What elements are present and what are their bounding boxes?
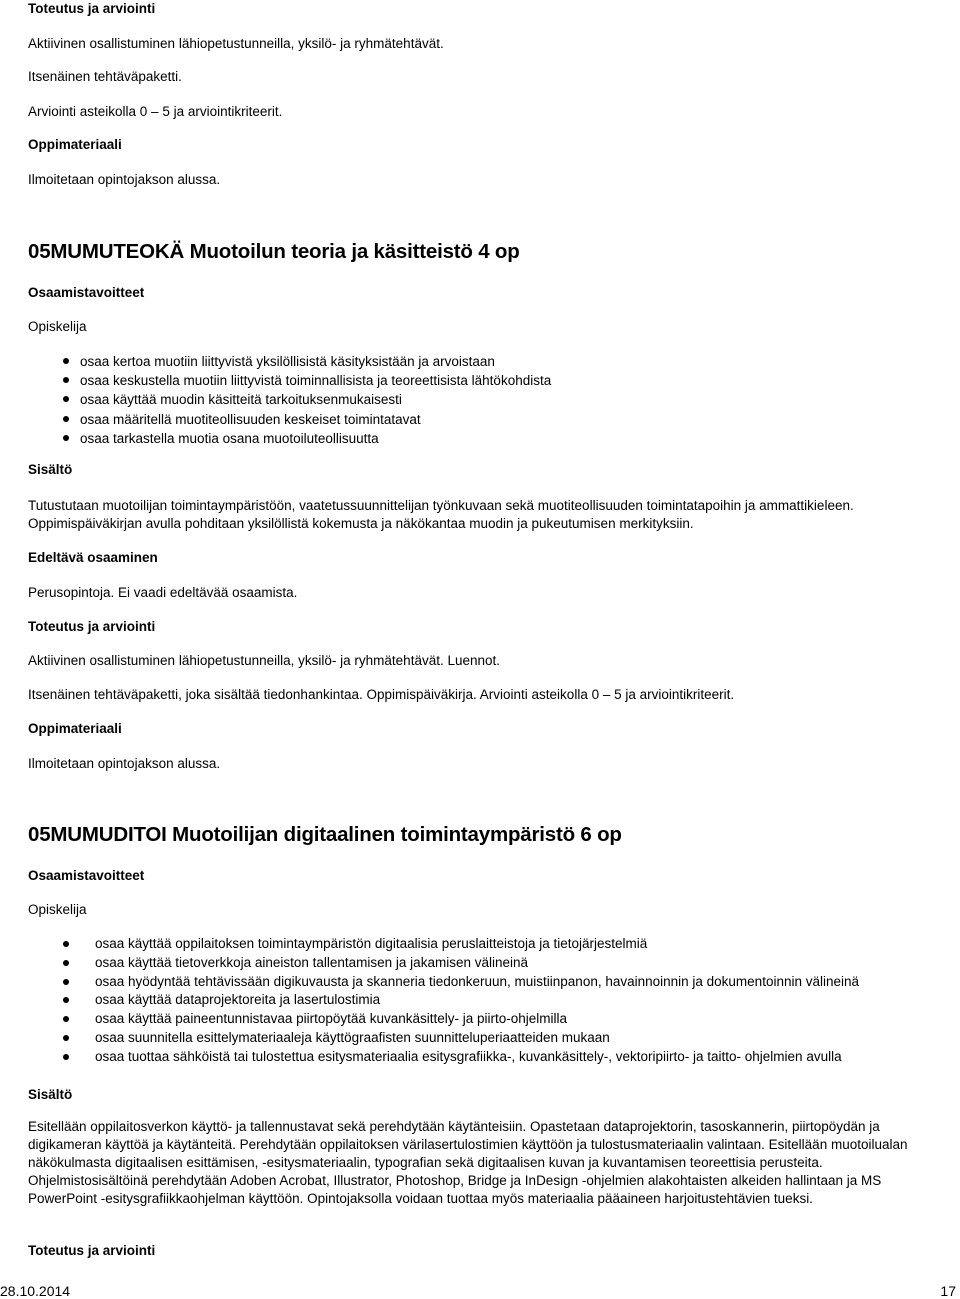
section-heading-sisalto: Sisältö (28, 462, 73, 477)
body-text-line: Ilmoitetaan opintojakson alussa. (28, 756, 221, 771)
goals-list (80, 352, 551, 448)
list-item: osaa määritellä muotiteollisuuden keskeiset toimintatavat (80, 410, 551, 429)
subheading-opiskelija: Opiskelija (28, 902, 87, 917)
page-number: 17 (940, 1283, 956, 1299)
section-heading-edeltava: Edeltävä osaaminen (28, 550, 158, 565)
section-heading-toteutus: Toteutus ja arviointi (28, 1243, 156, 1258)
list-item: osaa käyttää tietoverkkoja aineiston tallentamisen ja jakamisen välineinä (95, 954, 859, 973)
list-item: osaa tarkastella muotia osana muotoiluteollisuutta (80, 429, 551, 448)
section-heading-oppimateriaali: Oppimateriaali (28, 721, 122, 736)
list-item: osaa keskustella muotiin liittyvistä toiminnallisista ja teoreettisista lähtökohdista (80, 371, 551, 390)
sisalto-paragraph: Tutustutaan muotoilijan toimintaympäristöön, vaatetussuunnittelijan työnkuvaan sekä muotiteollisuuden toimintatapoihin ja ammattikieleen. Oppimispäiväkirjan avulla pohditaan yksilöllistä kokemusta ja näkökantaa muodin ja pukeutumisen merkityksiin. (28, 498, 854, 531)
list-item: osaa käyttää dataprojektoreita ja lasertulostimia (95, 991, 859, 1010)
body-text-line: Aktiivinen osallistuminen lähiopetustunneilla, yksilö- ja ryhmätehtävät. (28, 36, 444, 51)
body-text-line: Perusopintoja. Ei vaadi edeltävää osaamista. (28, 585, 298, 600)
list-item: osaa hyödyntää tehtävissään digikuvausta ja skanneria tiedonkeruun, muistiinpanon, havainnoinnin ja dokumentoinnin välineinä (95, 973, 859, 992)
section-heading-sisalto: Sisältö (28, 1087, 73, 1102)
list-item: osaa suunnitella esittelymateriaaleja käyttögraafisten suunnitteluperiaatteiden mukaan (95, 1029, 859, 1048)
course-title: 05MUMUTEOKÄ Muotoilun teoria ja käsitteistö 4 op (28, 240, 520, 263)
body-text-line: Ilmoitetaan opintojakson alussa. (28, 172, 221, 187)
subheading-opiskelija: Opiskelija (28, 319, 87, 334)
list-item: osaa tuottaa sähköistä tai tulostettua esitysmateriaalia esitysgrafiikka-, kuvankäsittely-, vektoripiirto- ja taitto- ohjelmien avulla (95, 1048, 859, 1067)
list-item: osaa käyttää oppilaitoksen toimintaympäristön digitaalisia peruslaitteistoja ja tietojärjestelmiä (95, 935, 859, 954)
section-heading-toteutus: Toteutus ja arviointi (28, 619, 156, 634)
section-heading-osaamistavoitteet: Osaamistavoitteet (28, 868, 145, 883)
section-heading-osaamistavoitteet: Osaamistavoitteet (28, 285, 145, 300)
list-item: osaa käyttää paineentunnistavaa piirtopöytää kuvankäsittely- ja piirto-ohjelmilla (95, 1010, 859, 1029)
goals-list (95, 935, 859, 1067)
body-text-line: Aktiivinen osallistuminen lähiopetustunneilla, yksilö- ja ryhmätehtävät. Luennot. (28, 653, 501, 668)
course-title: 05MUMUDITOI Muotoilijan digitaalinen toimintaympäristö 6 op (28, 823, 622, 846)
body-text-line: Itsenäinen tehtäväpaketti, joka sisältää tiedonhankintaa. Oppimispäiväkirja. Arviointi asteikolla 0 – 5 ja arviointikriteerit. (28, 687, 735, 702)
sisalto-paragraph: Esitellään oppilaitosverkon käyttö- ja tallennustavat sekä perehdytään käytänteisiin. Opastetaan dataprojektorin, tasoskannerin, piirtopöydän ja digikameran käyttöä ja käytänteitä. Perehdytään oppilaitoksen värilasertulostimien käyttöön ja tulostusmateriaalin valintaan. Esitellään muotoilualan näkökulmasta digitaalisen esittämisen, -esitysmateriaalin, typografian sekä digitaalisen kuvan ja kuvantamisen teoreettisia perusteita. Ohjelmistosisältöinä perehdytään Adoben Acrobat, Illustrator, Photoshop, Bridge ja InDesign -ohjelmien alakohtaisten alkeiden hallintaan ja MS PowerPoint -esitysgrafiikkaohjelman käyttöön. Opintojaksolla voidaan tuottaa myös materiaalia pääaineen harjoitustehtävien tueksi. (28, 1119, 908, 1206)
footer-date: 28.10.2014 (0, 1283, 71, 1299)
list-item: osaa kertoa muotiin liittyvistä yksilöllisistä käsityksistään ja arvoistaan (80, 352, 551, 371)
body-text-line: Arviointi asteikolla 0 – 5 ja arviointikriteerit. (28, 104, 283, 119)
list-item: osaa käyttää muodin käsitteitä tarkoituksenmukaisesti (80, 390, 551, 409)
section-heading-oppimateriaali: Oppimateriaali (28, 137, 122, 152)
section-heading-toteutus: Toteutus ja arviointi (28, 1, 156, 16)
body-text-line: Itsenäinen tehtäväpaketti. (28, 69, 182, 84)
